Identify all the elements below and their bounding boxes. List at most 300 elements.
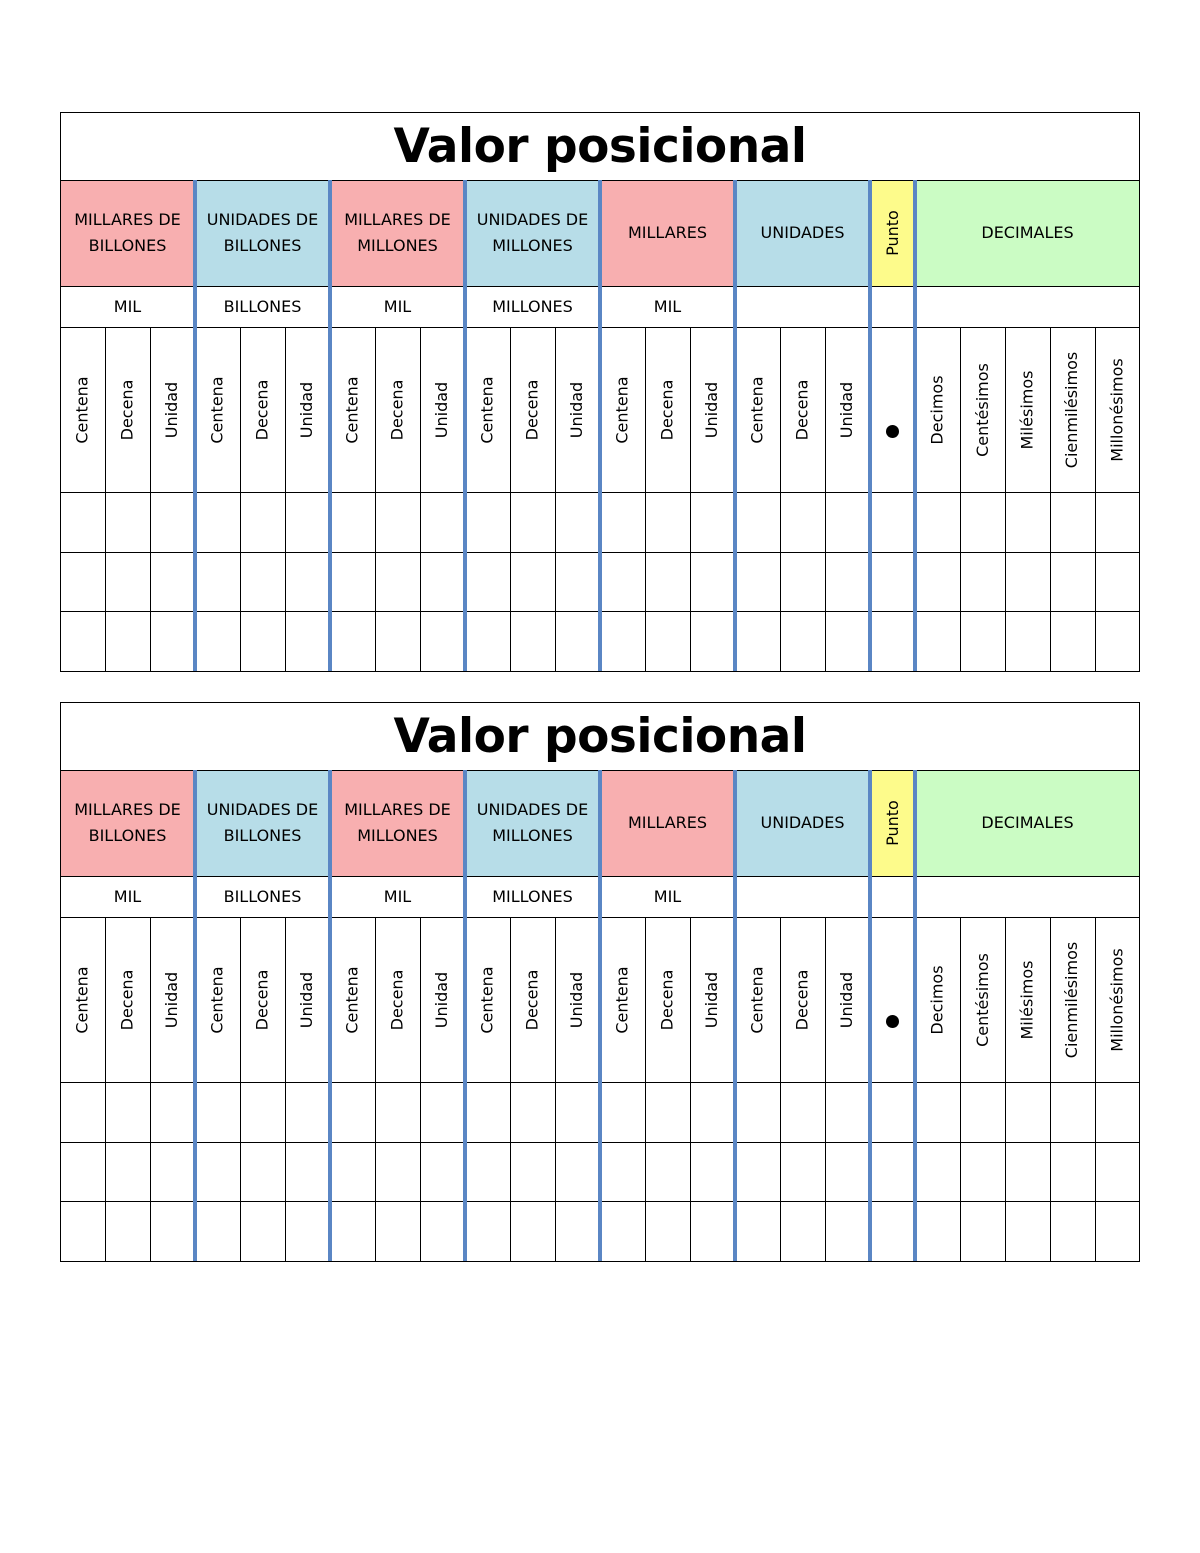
place-label <box>375 327 420 492</box>
empty-cell[interactable] <box>105 552 150 611</box>
place-label <box>60 327 105 492</box>
place-label-text: Decena <box>117 379 137 440</box>
empty-cell[interactable] <box>1005 1082 1050 1142</box>
empty-cell[interactable] <box>60 552 105 611</box>
column-divider <box>510 917 511 1262</box>
empty-cell[interactable] <box>735 611 780 672</box>
empty-cell[interactable] <box>1050 611 1095 672</box>
place-label-text: Centena <box>747 375 767 444</box>
group-label: DECIMALES <box>981 223 1074 242</box>
empty-cell[interactable] <box>465 1142 510 1201</box>
place-label <box>780 327 825 492</box>
empty-cell[interactable] <box>285 1082 330 1142</box>
empty-cell[interactable] <box>870 492 915 552</box>
period-label: MILLONES <box>492 886 573 906</box>
place-label <box>420 327 465 492</box>
column-divider <box>420 327 421 672</box>
empty-cell[interactable] <box>420 1082 465 1142</box>
column-divider <box>240 917 241 1262</box>
place-label-text: Centena <box>207 965 227 1034</box>
empty-cell[interactable] <box>1050 492 1095 552</box>
group-separator <box>913 180 917 672</box>
empty-cell[interactable] <box>285 552 330 611</box>
empty-cell[interactable] <box>285 611 330 672</box>
empty-cell[interactable] <box>870 1082 915 1142</box>
empty-cell[interactable] <box>1005 1142 1050 1201</box>
empty-cell[interactable] <box>105 492 150 552</box>
empty-cell[interactable] <box>1050 1201 1095 1262</box>
empty-cell[interactable] <box>420 611 465 672</box>
empty-cell[interactable] <box>645 1201 690 1262</box>
place-label-text: Decena <box>387 379 407 440</box>
place-label-text: Decena <box>657 969 677 1030</box>
place-value-chart <box>60 702 1140 1262</box>
column-divider <box>555 327 556 672</box>
empty-cell[interactable] <box>195 552 240 611</box>
empty-cell[interactable] <box>375 1082 420 1142</box>
place-label-text: Centena <box>477 375 497 444</box>
place-label <box>690 327 735 492</box>
group-punto-header <box>870 770 915 876</box>
group-separator <box>913 770 917 1262</box>
empty-cell[interactable] <box>780 1082 825 1142</box>
empty-cell[interactable] <box>150 1201 195 1262</box>
column-divider <box>825 917 826 1262</box>
column-divider <box>375 917 376 1262</box>
empty-cell[interactable] <box>1095 552 1140 611</box>
group-millares-de-millones-header <box>330 770 465 876</box>
empty-cell[interactable] <box>240 1201 285 1262</box>
empty-cell[interactable] <box>735 492 780 552</box>
group-label: Punto <box>882 210 902 256</box>
empty-cell[interactable] <box>330 611 375 672</box>
point-cell <box>870 327 915 492</box>
place-label-text: Decena <box>522 379 542 440</box>
empty-cell[interactable] <box>915 611 960 672</box>
empty-cell[interactable] <box>690 1201 735 1262</box>
column-divider <box>240 327 241 672</box>
empty-cell[interactable] <box>105 1082 150 1142</box>
place-label <box>510 327 555 492</box>
empty-cell[interactable] <box>915 492 960 552</box>
place-label-text: Unidad <box>567 971 587 1028</box>
empty-cell[interactable] <box>600 1142 645 1201</box>
empty-cell[interactable] <box>420 1142 465 1201</box>
place-label <box>645 917 690 1082</box>
point-cell <box>870 917 915 1082</box>
group-label: DECIMALES <box>981 813 1074 832</box>
place-label <box>330 917 375 1082</box>
empty-cell[interactable] <box>870 552 915 611</box>
place-label <box>240 917 285 1082</box>
place-label-text: Centena <box>477 965 497 1034</box>
group-label: UNIDADES DE MILLONES <box>476 210 589 255</box>
empty-cell[interactable] <box>1050 1142 1095 1201</box>
empty-cell[interactable] <box>420 492 465 552</box>
empty-cell[interactable] <box>1050 1082 1095 1142</box>
empty-cell[interactable] <box>465 611 510 672</box>
place-label-text: Unidad <box>837 381 857 438</box>
group-separator <box>598 770 602 1262</box>
empty-cell[interactable] <box>60 1201 105 1262</box>
empty-cell[interactable] <box>690 492 735 552</box>
group-label: UNIDADES <box>760 223 845 242</box>
empty-cell[interactable] <box>735 1082 780 1142</box>
place-label <box>600 917 645 1082</box>
column-divider <box>1005 917 1006 1262</box>
empty-cell[interactable] <box>105 611 150 672</box>
column-divider <box>285 917 286 1262</box>
empty-cell[interactable] <box>870 611 915 672</box>
empty-cell[interactable] <box>420 1201 465 1262</box>
empty-cell[interactable] <box>510 1082 555 1142</box>
group-label: UNIDADES DE BILLONES <box>206 210 319 255</box>
place-label <box>195 917 240 1082</box>
group-separator <box>328 770 332 1262</box>
period-label <box>735 876 870 917</box>
place-label-text: Centena <box>612 375 632 444</box>
empty-cell[interactable] <box>1005 552 1050 611</box>
group-separator <box>868 770 872 1262</box>
group-millares-de-billones-header <box>60 180 195 286</box>
empty-cell[interactable] <box>735 1142 780 1201</box>
empty-cell[interactable] <box>555 1082 600 1142</box>
place-label-text: Unidad <box>162 971 182 1028</box>
group-label: MILLARES <box>627 813 708 832</box>
empty-cell[interactable] <box>375 552 420 611</box>
empty-cell[interactable] <box>600 1201 645 1262</box>
place-label-text: Unidad <box>432 381 452 438</box>
empty-cell[interactable] <box>105 1201 150 1262</box>
place-label-text: Unidad <box>432 971 452 1028</box>
empty-cell[interactable] <box>825 492 870 552</box>
place-label-text: Unidad <box>297 971 317 1028</box>
period-label: BILLONES <box>223 886 302 906</box>
empty-cell[interactable] <box>150 492 195 552</box>
empty-cell[interactable] <box>1095 1142 1140 1201</box>
place-label <box>60 917 105 1082</box>
place-label <box>420 917 465 1082</box>
decimal-label-text: Millonésimos <box>1107 947 1127 1052</box>
empty-cell[interactable] <box>555 1201 600 1262</box>
place-label <box>330 327 375 492</box>
place-label-text: Decena <box>657 379 677 440</box>
place-label-text: Centena <box>747 965 767 1034</box>
empty-cell[interactable] <box>1095 492 1140 552</box>
group-label: UNIDADES DE MILLONES <box>476 800 589 845</box>
empty-cell[interactable] <box>285 492 330 552</box>
empty-cell[interactable] <box>600 611 645 672</box>
place-label <box>645 327 690 492</box>
empty-cell[interactable] <box>825 1201 870 1262</box>
group-separator <box>463 180 467 672</box>
group-millares-header <box>600 180 735 286</box>
empty-cell[interactable] <box>1050 552 1095 611</box>
group-millares-header <box>600 770 735 876</box>
empty-cell[interactable] <box>375 611 420 672</box>
empty-cell[interactable] <box>645 492 690 552</box>
place-label <box>375 917 420 1082</box>
empty-cell[interactable] <box>1095 611 1140 672</box>
decimal-label-text: Millonésimos <box>1107 357 1127 462</box>
column-divider <box>960 327 961 672</box>
empty-cell[interactable] <box>690 611 735 672</box>
period-label: MIL <box>653 296 682 316</box>
empty-cell[interactable] <box>150 1082 195 1142</box>
decimal-label-text: Milésimos <box>1017 959 1037 1040</box>
empty-cell[interactable] <box>330 1142 375 1201</box>
empty-cell[interactable] <box>825 611 870 672</box>
group-separator <box>733 770 737 1262</box>
place-label-text: Centena <box>72 375 92 444</box>
column-divider <box>1095 917 1096 1262</box>
empty-cell[interactable] <box>870 1201 915 1262</box>
empty-cell[interactable] <box>915 1082 960 1142</box>
group-unidades-de-billones-header <box>195 770 330 876</box>
group-separator <box>193 180 197 672</box>
empty-cell[interactable] <box>330 492 375 552</box>
decimal-label-text: Cienmilésimos <box>1062 941 1082 1058</box>
group-label: MILLARES DE BILLONES <box>74 210 181 255</box>
empty-cell[interactable] <box>420 552 465 611</box>
empty-cell[interactable] <box>285 1142 330 1201</box>
column-divider <box>150 917 151 1262</box>
empty-cell[interactable] <box>960 1142 1005 1201</box>
column-divider <box>780 917 781 1262</box>
group-unidades-de-millones-header <box>465 770 600 876</box>
place-label <box>735 917 780 1082</box>
group-label: MILLARES DE MILLONES <box>344 800 451 845</box>
empty-cell[interactable] <box>915 1142 960 1201</box>
empty-cell[interactable] <box>960 1082 1005 1142</box>
group-unidades-header <box>735 180 870 286</box>
place-label-text: Centena <box>72 965 92 1034</box>
empty-cell[interactable] <box>690 1142 735 1201</box>
empty-cell[interactable] <box>330 1082 375 1142</box>
column-divider <box>690 917 691 1262</box>
empty-cell[interactable] <box>780 492 825 552</box>
point-dot-icon <box>886 425 899 438</box>
place-label-text: Decena <box>387 969 407 1030</box>
decimal-label <box>1050 917 1095 1082</box>
empty-cell[interactable] <box>150 1142 195 1201</box>
column-divider <box>1050 917 1051 1262</box>
empty-cell[interactable] <box>375 1201 420 1262</box>
empty-cell[interactable] <box>960 492 1005 552</box>
empty-cell[interactable] <box>195 1082 240 1142</box>
empty-cell[interactable] <box>285 1201 330 1262</box>
empty-cell[interactable] <box>645 1142 690 1201</box>
empty-cell[interactable] <box>735 1201 780 1262</box>
empty-cell[interactable] <box>1005 1201 1050 1262</box>
empty-cell[interactable] <box>645 1082 690 1142</box>
group-label: UNIDADES <box>760 813 845 832</box>
place-label <box>465 327 510 492</box>
group-separator <box>868 180 872 672</box>
empty-cell[interactable] <box>1095 1082 1140 1142</box>
place-label-text: Decena <box>252 969 272 1030</box>
place-label-text: Decena <box>792 379 812 440</box>
empty-cell[interactable] <box>870 1142 915 1201</box>
empty-cell[interactable] <box>240 1142 285 1201</box>
empty-cell[interactable] <box>915 1201 960 1262</box>
group-separator <box>328 180 332 672</box>
group-unidades-header <box>735 770 870 876</box>
place-label-text: Unidad <box>837 971 857 1028</box>
group-unidades-de-millones-header <box>465 180 600 286</box>
empty-cell[interactable] <box>465 492 510 552</box>
empty-cell[interactable] <box>645 552 690 611</box>
group-separator <box>598 180 602 672</box>
empty-cell[interactable] <box>780 552 825 611</box>
column-divider <box>510 327 511 672</box>
empty-cell[interactable] <box>825 1142 870 1201</box>
column-divider <box>555 917 556 1262</box>
empty-cell[interactable] <box>1005 611 1050 672</box>
period-label: MIL <box>383 296 412 316</box>
empty-cell[interactable] <box>60 1142 105 1201</box>
empty-cell[interactable] <box>915 552 960 611</box>
empty-cell[interactable] <box>600 1082 645 1142</box>
empty-cell[interactable] <box>510 611 555 672</box>
period-label: MILLONES <box>492 296 573 316</box>
empty-cell[interactable] <box>960 1201 1005 1262</box>
empty-cell[interactable] <box>690 552 735 611</box>
empty-cell[interactable] <box>690 1082 735 1142</box>
place-label <box>690 917 735 1082</box>
decimal-label <box>1095 327 1140 492</box>
place-label <box>780 917 825 1082</box>
empty-cell[interactable] <box>330 1201 375 1262</box>
empty-cell[interactable] <box>240 492 285 552</box>
column-divider <box>645 917 646 1262</box>
period-label: BILLONES <box>223 296 302 316</box>
empty-cell[interactable] <box>465 1082 510 1142</box>
empty-cell[interactable] <box>195 1201 240 1262</box>
empty-cell[interactable] <box>60 1082 105 1142</box>
place-label <box>285 327 330 492</box>
decimal-label-text: Centésimos <box>972 952 992 1047</box>
place-label <box>240 327 285 492</box>
place-label <box>105 327 150 492</box>
group-separator <box>193 770 197 1262</box>
column-divider <box>285 327 286 672</box>
place-value-chart <box>60 112 1140 672</box>
empty-cell[interactable] <box>195 611 240 672</box>
group-label: Punto <box>882 800 902 846</box>
place-label-text: Decena <box>117 969 137 1030</box>
empty-cell[interactable] <box>510 1201 555 1262</box>
empty-cell[interactable] <box>105 1142 150 1201</box>
empty-cell[interactable] <box>510 492 555 552</box>
empty-cell[interactable] <box>1095 1201 1140 1262</box>
place-label-text: Centena <box>342 375 362 444</box>
empty-cell[interactable] <box>240 611 285 672</box>
column-divider <box>375 327 376 672</box>
empty-cell[interactable] <box>780 1201 825 1262</box>
empty-cell[interactable] <box>1005 492 1050 552</box>
place-label-text: Centena <box>207 375 227 444</box>
empty-cell[interactable] <box>600 492 645 552</box>
group-millares-de-millones-header <box>330 180 465 286</box>
column-divider <box>645 327 646 672</box>
empty-cell[interactable] <box>555 1142 600 1201</box>
empty-cell[interactable] <box>465 552 510 611</box>
empty-cell[interactable] <box>240 1082 285 1142</box>
place-label <box>105 917 150 1082</box>
empty-cell[interactable] <box>960 611 1005 672</box>
empty-cell[interactable] <box>780 1142 825 1201</box>
empty-cell[interactable] <box>780 611 825 672</box>
column-divider <box>105 327 106 672</box>
decimal-label-text: Decimos <box>927 964 947 1035</box>
empty-cell[interactable] <box>735 552 780 611</box>
empty-cell[interactable] <box>195 492 240 552</box>
group-separator <box>733 180 737 672</box>
empty-cell[interactable] <box>375 492 420 552</box>
group-decimales-header <box>915 180 1140 286</box>
empty-cell[interactable] <box>555 492 600 552</box>
empty-cell[interactable] <box>240 552 285 611</box>
empty-cell[interactable] <box>375 1142 420 1201</box>
empty-cell[interactable] <box>330 552 375 611</box>
empty-cell[interactable] <box>645 611 690 672</box>
column-divider <box>1050 327 1051 672</box>
empty-cell[interactable] <box>150 552 195 611</box>
decimal-label <box>1005 917 1050 1082</box>
place-label-text: Decena <box>522 969 542 1030</box>
place-label-text: Unidad <box>297 381 317 438</box>
empty-cell[interactable] <box>195 1142 240 1201</box>
group-label: UNIDADES DE BILLONES <box>206 800 319 845</box>
place-label-text: Unidad <box>162 381 182 438</box>
empty-cell[interactable] <box>60 611 105 672</box>
decimal-label <box>915 327 960 492</box>
empty-cell[interactable] <box>600 552 645 611</box>
decimal-label <box>1005 327 1050 492</box>
column-divider <box>780 327 781 672</box>
period-label: MIL <box>113 296 142 316</box>
place-label <box>195 327 240 492</box>
place-label-text: Centena <box>612 965 632 1034</box>
place-label <box>150 327 195 492</box>
place-label-text: Unidad <box>702 381 722 438</box>
empty-cell[interactable] <box>465 1201 510 1262</box>
place-label <box>465 917 510 1082</box>
point-dot-icon <box>886 1015 899 1028</box>
empty-cell[interactable] <box>960 552 1005 611</box>
empty-cell[interactable] <box>555 611 600 672</box>
place-label <box>735 327 780 492</box>
decimal-label <box>1095 917 1140 1082</box>
empty-cell[interactable] <box>510 552 555 611</box>
empty-cell[interactable] <box>825 1082 870 1142</box>
empty-cell[interactable] <box>150 611 195 672</box>
place-label-text: Decena <box>252 379 272 440</box>
place-label-text: Decena <box>792 969 812 1030</box>
empty-cell[interactable] <box>510 1142 555 1201</box>
column-divider <box>960 917 961 1262</box>
empty-cell[interactable] <box>825 552 870 611</box>
place-label-text: Unidad <box>702 971 722 1028</box>
empty-cell[interactable] <box>555 552 600 611</box>
column-divider <box>1095 327 1096 672</box>
place-label <box>600 327 645 492</box>
column-divider <box>105 917 106 1262</box>
column-divider <box>150 327 151 672</box>
empty-cell[interactable] <box>60 492 105 552</box>
group-punto-header <box>870 180 915 286</box>
